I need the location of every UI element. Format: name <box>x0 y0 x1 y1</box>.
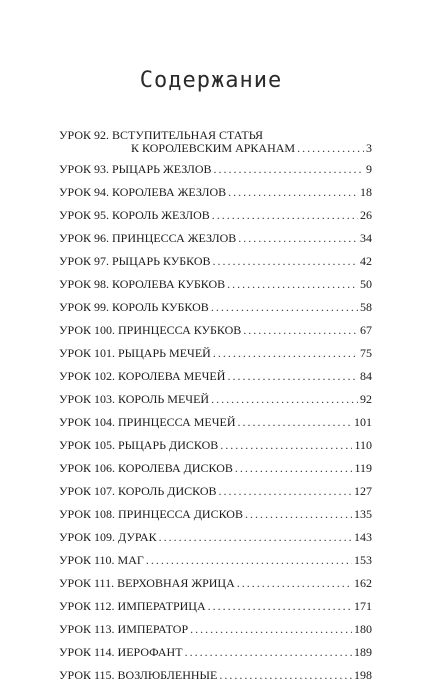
toc-entry[interactable] <box>59 320 372 343</box>
toc-page-number: 58 <box>360 300 372 314</box>
toc-entry-title: УРОК 102. КОРОЛЕВА МЕЧЕЙ <box>59 369 226 383</box>
toc-entry-title: УРОК 115. ВОЗЛЮБЛЕННЫЕ <box>59 668 218 682</box>
dot-leader <box>228 185 358 199</box>
dot-leader <box>211 392 358 406</box>
dot-leader <box>212 208 358 222</box>
toc-page-number: 9 <box>366 162 372 176</box>
dot-leader <box>213 254 358 268</box>
toc-entry-title: УРОК 110. МАГ <box>59 553 144 567</box>
dot-leader <box>227 277 358 291</box>
toc-page-number: 101 <box>354 415 372 429</box>
toc-entry[interactable] <box>59 527 372 550</box>
dot-leader <box>211 300 358 314</box>
toc-entry-title: УРОК 94. КОРОЛЕВА ЖЕЗЛОВ <box>59 185 227 199</box>
dot-leader <box>227 369 358 383</box>
toc-page-number: 135 <box>354 507 372 521</box>
toc-entry[interactable] <box>59 182 372 205</box>
toc-entry-title: УРОК 104. ПРИНЦЕССА МЕЧЕЙ <box>59 415 236 429</box>
toc-entry[interactable] <box>59 573 372 596</box>
dot-leader <box>245 507 352 521</box>
toc-entry-title: УРОК 93. РЫЦАРЬ ЖЕЗЛОВ <box>59 162 212 176</box>
toc-entry-title: УРОК 109. ДУРАК <box>59 530 157 544</box>
toc-page-number: 84 <box>360 369 372 383</box>
dot-leader <box>214 162 364 176</box>
toc-entry-title: УРОК 99. КОРОЛЬ КУБКОВ <box>59 300 209 314</box>
toc-entry[interactable] <box>59 128 372 159</box>
toc-entry-title: УРОК 114. ИЕРОФАНТ <box>59 645 183 659</box>
toc-entry-title: К КОРОЛЕВСКИМ АРКАНАМ <box>131 141 296 155</box>
dot-leader <box>237 576 352 590</box>
toc-entry[interactable] <box>59 481 372 504</box>
toc-entry[interactable] <box>59 274 372 297</box>
toc-entry-title: УРОК 112. ИМПЕРАТРИЦА <box>59 599 206 613</box>
toc-page-number: 110 <box>354 438 372 452</box>
toc-page-number: 143 <box>354 530 372 544</box>
toc-entry-title-line1: УРОК 92. ВСТУПИТЕЛЬНАЯ СТАТЬЯ <box>59 128 263 142</box>
toc-entry[interactable] <box>59 228 372 251</box>
toc-entry[interactable] <box>59 642 372 665</box>
toc-entry[interactable] <box>59 504 372 527</box>
toc-page-number: 75 <box>360 346 372 360</box>
toc-entry[interactable] <box>59 366 372 389</box>
toc-page-number: 67 <box>360 323 372 337</box>
toc-entry[interactable] <box>59 619 372 642</box>
toc-entry[interactable] <box>59 297 372 320</box>
toc-page-number: 3 <box>366 141 372 155</box>
toc-entry-title: УРОК 95. КОРОЛЬ ЖЕЗЛОВ <box>59 208 210 222</box>
toc-entry-title: УРОК 97. РЫЦАРЬ КУБКОВ <box>59 254 211 268</box>
page-title: Содержание <box>139 68 283 93</box>
dot-leader <box>213 346 358 360</box>
toc-page-number: 26 <box>360 208 372 222</box>
toc-entry[interactable] <box>59 251 372 274</box>
dot-leader <box>190 622 352 636</box>
toc-entry-title: УРОК 106. КОРОЛЕВА ДИСКОВ <box>59 461 233 475</box>
dot-leader <box>159 530 352 544</box>
toc-page-number: 171 <box>354 599 372 613</box>
dot-leader <box>235 461 353 475</box>
dot-leader <box>220 438 352 452</box>
dot-leader <box>238 231 358 245</box>
toc-entry-title: УРОК 108. ПРИНЦЕССА ДИСКОВ <box>59 507 243 521</box>
toc-entry-title: УРОК 96. ПРИНЦЕССА ЖЕЗЛОВ <box>59 231 237 245</box>
toc-page-number: 198 <box>354 668 372 682</box>
table-of-contents <box>59 128 372 688</box>
toc-entry-title: УРОК 100. ПРИНЦЕССА КУБКОВ <box>59 323 242 337</box>
toc-entry-title: УРОК 101. РЫЦАРЬ МЕЧЕЙ <box>59 346 211 360</box>
dot-leader <box>238 415 352 429</box>
toc-entry-title: УРОК 105. РЫЦАРЬ ДИСКОВ <box>59 438 219 452</box>
toc-page-number: 92 <box>360 392 372 406</box>
toc-page-number: 119 <box>354 461 372 475</box>
toc-entry-title: УРОК 113. ИМПЕРАТОР <box>59 622 189 636</box>
toc-page-number: 34 <box>360 231 372 245</box>
toc-page-number: 127 <box>354 484 372 498</box>
dot-leader <box>219 668 352 682</box>
toc-entry[interactable] <box>59 205 372 228</box>
dot-leader <box>297 141 364 155</box>
toc-page-number: 189 <box>354 645 372 659</box>
toc-entry-title: УРОК 111. ВЕРХОВНАЯ ЖРИЦА <box>59 576 235 590</box>
toc-entry[interactable] <box>59 550 372 573</box>
dot-leader <box>146 553 352 567</box>
toc-page-number: 18 <box>360 185 372 199</box>
toc-entry-title: УРОК 103. КОРОЛЬ МЕЧЕЙ <box>59 392 210 406</box>
dot-leader <box>243 323 358 337</box>
toc-entry[interactable] <box>59 596 372 619</box>
toc-page-number: 50 <box>360 277 372 291</box>
toc-page-number: 162 <box>354 576 372 590</box>
toc-entry[interactable] <box>59 435 372 458</box>
toc-entry-title: УРОК 98. КОРОЛЕВА КУБКОВ <box>59 277 226 291</box>
dot-leader <box>219 484 352 498</box>
toc-entry[interactable] <box>59 159 372 182</box>
toc-page-number: 42 <box>360 254 372 268</box>
toc-entry[interactable] <box>59 389 372 412</box>
toc-page-number: 180 <box>354 622 372 636</box>
toc-entry[interactable] <box>59 665 372 688</box>
dot-leader <box>185 645 352 659</box>
toc-entry[interactable] <box>59 458 372 481</box>
toc-page-number: 153 <box>354 553 372 567</box>
toc-entry[interactable] <box>59 412 372 435</box>
toc-entry[interactable] <box>59 343 372 366</box>
dot-leader <box>208 599 352 613</box>
toc-entry-title: УРОК 107. КОРОЛЬ ДИСКОВ <box>59 484 217 498</box>
